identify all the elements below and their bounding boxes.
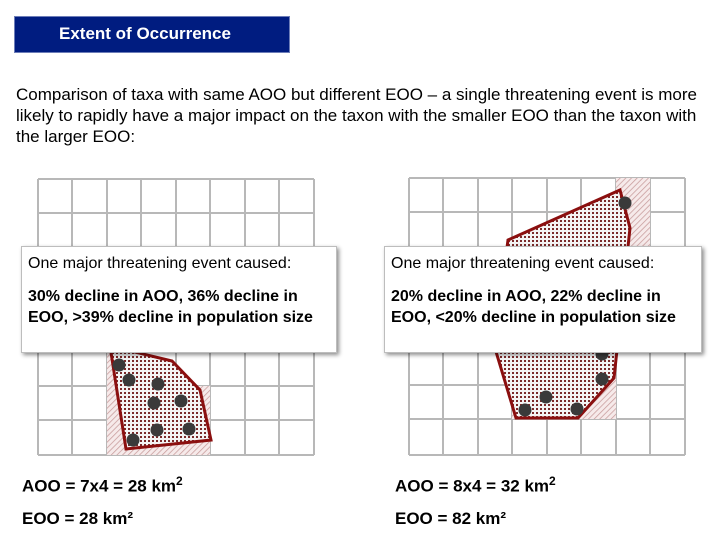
left-aoo-exponent: 2 [176, 474, 183, 488]
left-callout [21, 246, 337, 353]
right-eoo: EOO = 82 km² [395, 509, 507, 528]
left-aoo-text: AOO = 7x4 = 28 km [22, 476, 177, 496]
right-callout-result: 20% decline in AOO, 22% decline in EOO, <20% decline in population size [391, 288, 676, 326]
right-callout-heading: One major threatening event caused: [391, 255, 655, 272]
left-callout-heading: One major threatening event caused: [28, 255, 292, 272]
slide-title-text: Extent of Occurrence [59, 24, 231, 43]
right-aoo [395, 474, 556, 497]
right-aoo-exponent: 2 [549, 474, 556, 488]
left-aoo [22, 474, 183, 497]
left-callout-result: 30% decline in AOO, 36% decline in EOO, >39% decline in population size [28, 288, 313, 326]
intro-paragraph: Comparison of taxa with same AOO but different EOO – a single threatening event is more likely to rapidly have a major impact on the taxon with the smaller EOO than the taxon with the larger EOO: [16, 85, 697, 146]
left-eoo: EOO = 28 km² [22, 509, 134, 528]
right-aoo-text: AOO = 8x4 = 32 km [395, 476, 550, 496]
right-callout [384, 246, 702, 353]
